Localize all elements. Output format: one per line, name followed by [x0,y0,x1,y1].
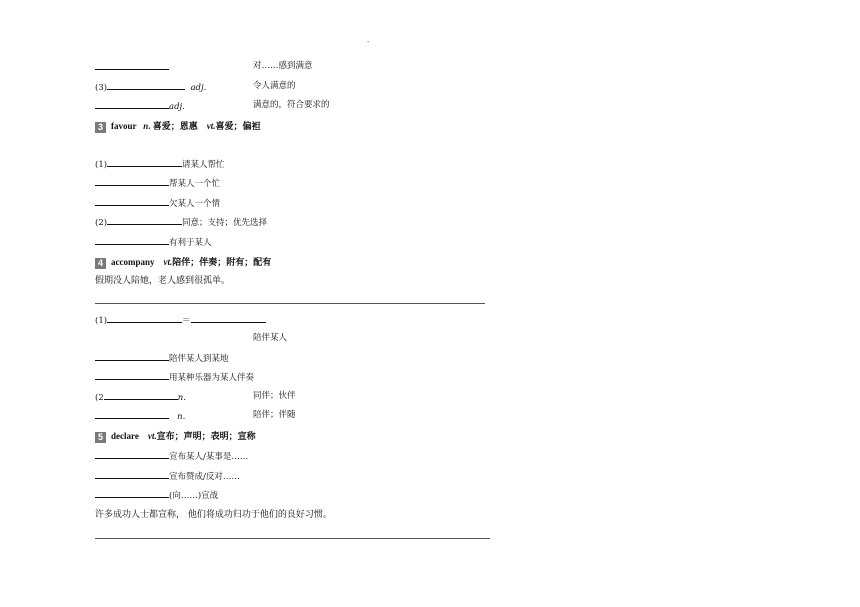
meaning: 陪伴；伴奏；附有；配有 [172,257,272,267]
gloss-satisfactory: 满意的，符合要求的 [253,100,330,110]
favour-item-1 [95,157,225,171]
answer-blank[interactable] [95,176,169,186]
gloss: 有利于某人 [169,238,212,248]
answer-blank[interactable] [107,215,182,225]
gloss-companion: 同伴；伙伴 [253,391,296,401]
accompany-item-to-place [95,351,229,365]
gloss: 请某人帮忙 [182,160,225,170]
declare-item-declare-to-be [95,449,248,463]
favour-item-owe-favour [95,196,220,210]
item-number: (1) [95,316,108,326]
gloss-accompaniment: 陪伴；伴随 [253,410,296,420]
answer-line[interactable] [95,538,490,539]
answer-line[interactable] [95,303,485,304]
declare-item-war [95,488,218,502]
accompany-sentence: 假期没人陪她，老人感到很孤单。 [95,276,231,286]
accompany-item-accompaniment [95,409,185,423]
answer-blank[interactable] [95,488,169,498]
part-of-speech: n. [177,393,186,403]
declare-item-for-against [95,469,240,483]
equals-sign: ＝ [182,316,191,326]
item-number: (2 [95,393,104,403]
header-mark: - [367,38,370,46]
item-number: (3) [95,83,108,93]
accompany-item-1 [95,313,266,327]
gloss-accompany-sb: 陪伴某人 [253,333,288,343]
section-number-badge: 3 [95,122,106,133]
blank-line-satisfied-with [95,60,169,74]
meaning: . 喜爱；恩惠 [148,121,198,131]
blank-line-satisfactory [95,99,185,113]
favour-item-in-favour-of [95,235,212,249]
answer-blank[interactable] [95,449,169,459]
part-of-speech: n [143,121,149,131]
part-of-speech: vt. [163,257,173,267]
gloss: 陪伴某人到某地 [169,354,229,364]
headword: accompany [111,257,155,267]
heading-declare [95,430,256,443]
part-of-speech: vt. [206,121,216,131]
gloss: 欠某人一个情 [169,199,221,209]
meaning: 喜爱；偏袒 [215,121,261,131]
gloss-satisfied-with: 对……感到满意 [253,61,313,71]
section-number-badge: 4 [95,258,106,269]
gloss-satisfying: 令人满意的 [253,81,296,91]
accompany-item-2 [95,390,186,404]
part-of-speech: vt. [147,431,157,441]
headword: favour [111,121,137,131]
answer-blank[interactable] [104,390,178,400]
declare-sentence: 许多成功人士都宣称， 他们将成功归功于他们的良好习惯。 [95,510,332,520]
accompany-item-on-instrument [95,370,254,384]
gloss: (向……)宣战 [169,491,219,501]
heading-favour [95,120,261,133]
answer-blank[interactable] [95,409,169,419]
gloss: 同意；支持；优先选择 [182,218,268,228]
answer-blank[interactable] [95,99,169,109]
part-of-speech: adj. [190,83,207,93]
favour-item-do-favour [95,176,220,190]
item-3-satisfying [95,80,206,94]
favour-item-2 [95,215,267,229]
answer-blank[interactable] [95,370,169,380]
answer-blank[interactable] [95,60,169,70]
meaning: 宣布；声明；表明；宣称 [156,431,256,441]
gloss: 帮某人一个忙 [169,179,221,189]
answer-blank[interactable] [95,196,169,206]
gloss: 宣布赞成/反对…… [169,472,240,482]
answer-blank[interactable] [95,351,169,361]
item-number: (2) [95,218,108,228]
answer-blank[interactable] [107,80,185,90]
part-of-speech: adj. [169,102,185,112]
item-number: (1) [95,160,108,170]
section-number-badge: 5 [95,432,106,443]
part-of-speech: n. [177,412,186,422]
gloss: 宣布某人/某事是…… [169,452,249,462]
answer-blank[interactable] [191,313,266,323]
headword: declare [111,431,139,441]
answer-blank[interactable] [95,235,169,245]
answer-blank[interactable] [107,313,182,323]
answer-blank[interactable] [95,469,169,479]
answer-blank[interactable] [107,157,182,167]
gloss: 用某种乐器为某人伴奏 [169,373,255,383]
heading-accompany [95,256,271,269]
